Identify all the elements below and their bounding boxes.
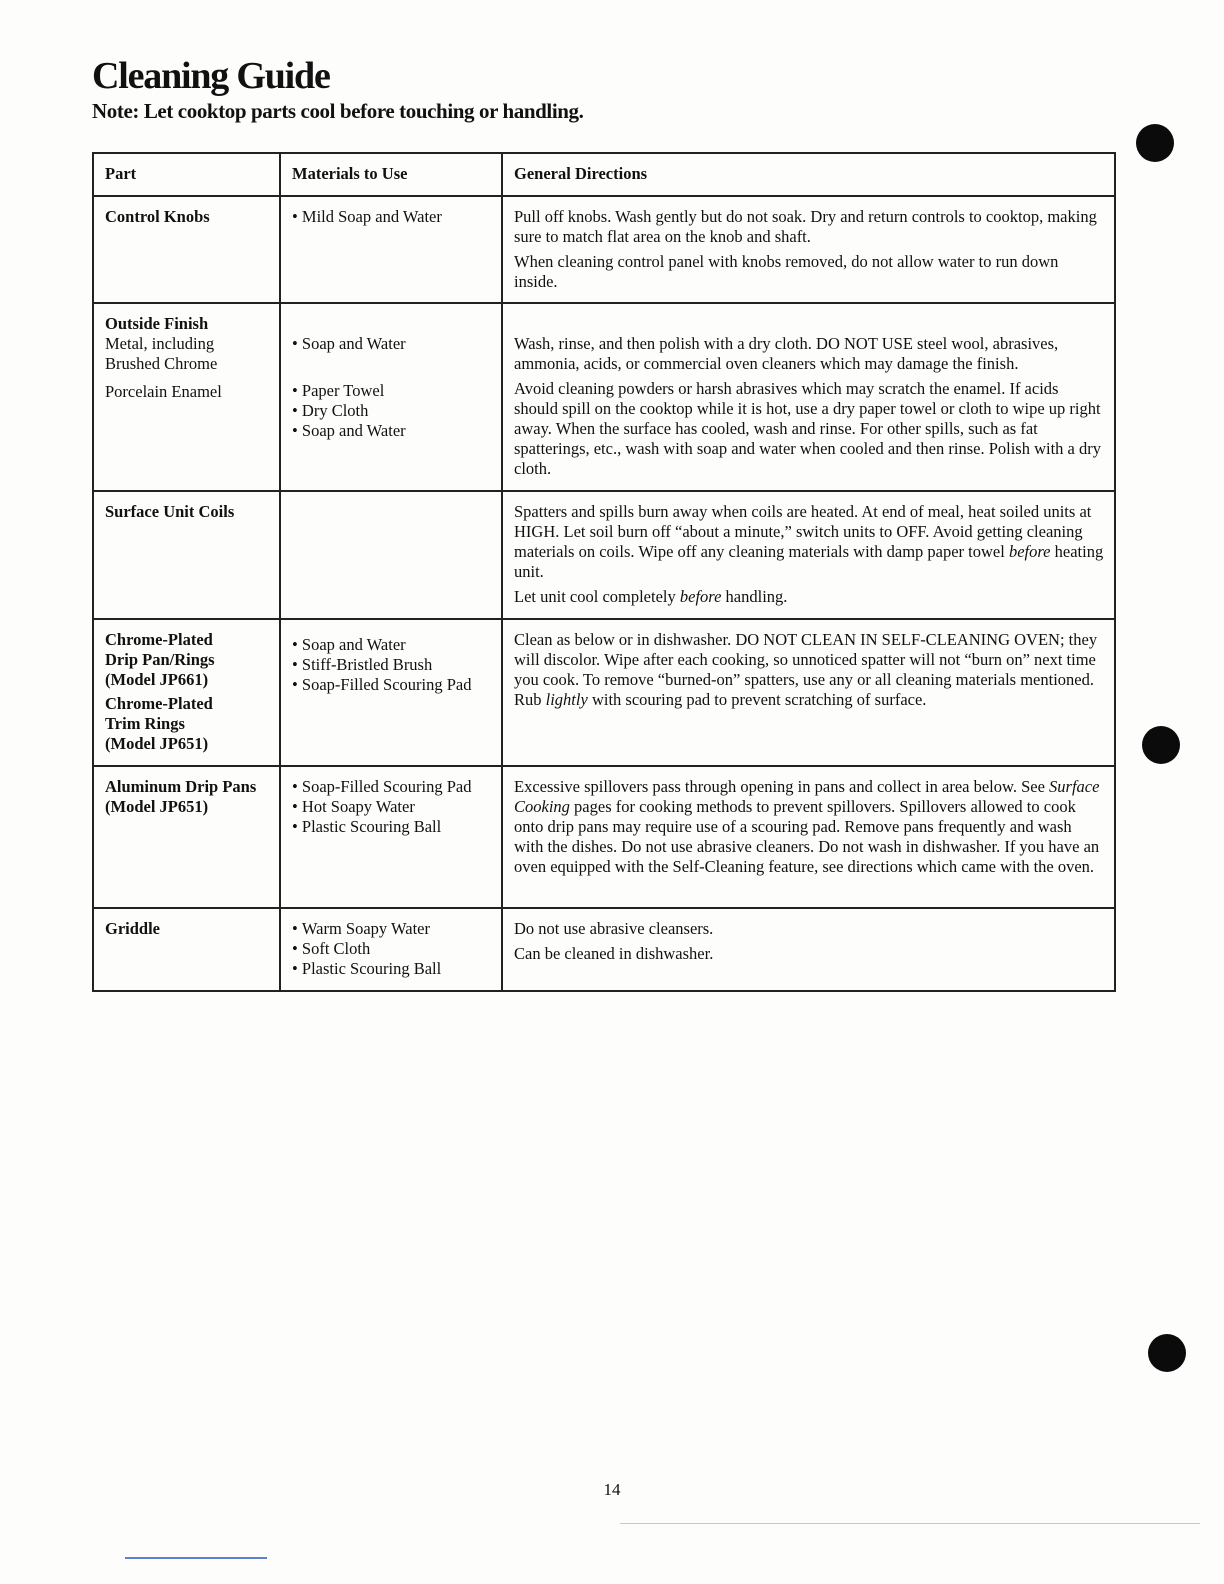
directions-cell: [502, 491, 1115, 619]
directions-cell: [502, 908, 1115, 991]
material-item: • Hot Soapy Water: [292, 797, 491, 817]
materials-list: [292, 207, 491, 227]
page-number: 14: [603, 1480, 621, 1499]
part-subtext: Metal, including: [105, 334, 215, 353]
direction-text: Let unit cool completely before handling.: [514, 587, 788, 606]
direction-text: Wash, rinse, and then polish with a dry cloth. DO NOT USE steel wool, abrasives, ammonia, acids, or commercial oven cleaners which may damage the finish.: [514, 334, 1059, 373]
material-item: • Soap-Filled Scouring Pad: [292, 675, 491, 695]
material-item: • Paper Towel: [292, 381, 491, 401]
materials-cell: [280, 196, 502, 303]
direction-text: Spatters and spills burn away when coils are heated. At end of meal, heat soiled units at HIGH. Let soil burn off “about a minute,” switch units to OFF. Avoid getting cleaning materials on coils. Wipe off any cleaning materials with damp paper towel before heating unit.: [514, 502, 1104, 581]
directions-cell: [502, 196, 1115, 303]
part-name: Aluminum Drip Pans: [105, 777, 257, 796]
table-row-surface-unit-coils: [93, 491, 1115, 619]
direction-text: Can be cleaned in dishwasher.: [514, 944, 714, 963]
cleaning-guide-table: [92, 152, 1116, 992]
page-title: Cleaning Guide: [92, 55, 330, 97]
material-item: • Warm Soapy Water: [292, 919, 491, 939]
direction-text: Clean as below or in dishwasher. DO NOT CLEAN IN SELF-CLEANING OVEN; they will discolor. Wipe after each cooking, so unnoticed spatter will not “burn on” next time you cook. To remove “burned-on” spatters, use any or all cleaning materials mentioned. Rub lightly with scouring pad to prevent scratching of surface.: [514, 630, 1098, 709]
direction-text: Avoid cleaning powders or harsh abrasives which may scratch the enamel. If acids should spill on the cooktop while it is hot, use a dry paper towel or cloth to wipe up right away. When the surface has cooled, wash and rinse. For other spills, such as fat spatterings, etc., wash with soap and water when cooled and then rinse. Polish with a dry cloth.: [514, 379, 1101, 478]
punch-hole: [1148, 1334, 1186, 1372]
direction-text: When cleaning control panel with knobs removed, do not allow water to run down inside.: [514, 252, 1059, 291]
materials-cell: [280, 908, 502, 991]
scan-edge-mark: [125, 1557, 267, 1559]
page-note: Note: Let cooktop parts cool before touching or handling.: [92, 99, 584, 123]
table-row-control-knobs: [93, 196, 1115, 303]
table-row-griddle: [93, 908, 1115, 991]
materials-list: [292, 334, 491, 354]
punch-hole: [1136, 124, 1174, 162]
header-materials: Materials to Use: [280, 153, 502, 196]
materials-list: [292, 381, 491, 441]
directions-cell: [502, 766, 1115, 908]
part-cell: [93, 491, 280, 619]
table-row-aluminum-drip-pans: [93, 766, 1115, 908]
part-cell: [93, 196, 280, 303]
part-model: (Model JP651): [105, 734, 209, 753]
material-item: • Soap-Filled Scouring Pad: [292, 777, 491, 797]
header-part: Part: [93, 153, 280, 196]
part-name: Trim Rings: [105, 714, 185, 733]
part-subtext: Porcelain Enamel: [105, 382, 222, 401]
part-cell: [93, 908, 280, 991]
table-header-row: [93, 153, 1115, 196]
material-item: • Dry Cloth: [292, 401, 491, 421]
table-row-chrome-plated: [93, 619, 1115, 766]
direction-text: Excessive spillovers pass through opening in pans and collect in area below. See Surface Cooking pages for cooking methods to prevent spillovers. Spillovers allowed to cook onto drip pans may require use of a scouring pad. Remove pans frequently and wash with the dishes. Do not use abrasive cleaners. Do not wash in dishwasher. If you have an oven equipped with the Self-Cleaning feature, see directions which came with the oven.: [514, 777, 1100, 876]
part-name: Control Knobs: [105, 207, 210, 226]
header-directions: General Directions: [502, 153, 1115, 196]
materials-list: [292, 635, 491, 695]
direction-text: Pull off knobs. Wash gently but do not soak. Dry and return controls to cooktop, making sure to match flat area on the knob and shaft.: [514, 207, 1097, 246]
material-item: • Stiff-Bristled Brush: [292, 655, 491, 675]
materials-cell: [280, 303, 502, 491]
directions-cell: [502, 619, 1115, 766]
part-cell: [93, 766, 280, 908]
scan-edge-line: [620, 1523, 1200, 1524]
materials-list: [292, 777, 491, 837]
table-row-outside-finish: [93, 303, 1115, 491]
part-cell: [93, 619, 280, 766]
direction-text: Do not use abrasive cleansers.: [514, 919, 714, 938]
part-model: (Model JP661): [105, 670, 209, 689]
material-item: • Mild Soap and Water: [292, 207, 491, 227]
material-item: • Soap and Water: [292, 334, 491, 354]
part-subtext: Brushed Chrome: [105, 354, 218, 373]
material-item: • Plastic Scouring Ball: [292, 817, 491, 837]
material-item: • Soap and Water: [292, 421, 491, 441]
material-item: • Soft Cloth: [292, 939, 491, 959]
directions-cell: [502, 303, 1115, 491]
part-name: Chrome-Plated: [105, 630, 213, 649]
part-name: Surface Unit Coils: [105, 502, 235, 521]
punch-hole: [1142, 726, 1180, 764]
part-name: Drip Pan/Rings: [105, 650, 215, 669]
part-name: Chrome-Plated: [105, 694, 213, 713]
part-cell: [93, 303, 280, 491]
part-name: Griddle: [105, 919, 161, 938]
part-model: (Model JP651): [105, 797, 209, 816]
materials-cell: [280, 619, 502, 766]
materials-list: [292, 919, 491, 979]
material-item: • Soap and Water: [292, 635, 491, 655]
materials-cell: [280, 491, 502, 619]
material-item: • Plastic Scouring Ball: [292, 959, 491, 979]
materials-cell: [280, 766, 502, 908]
part-name: Outside Finish: [105, 314, 209, 333]
